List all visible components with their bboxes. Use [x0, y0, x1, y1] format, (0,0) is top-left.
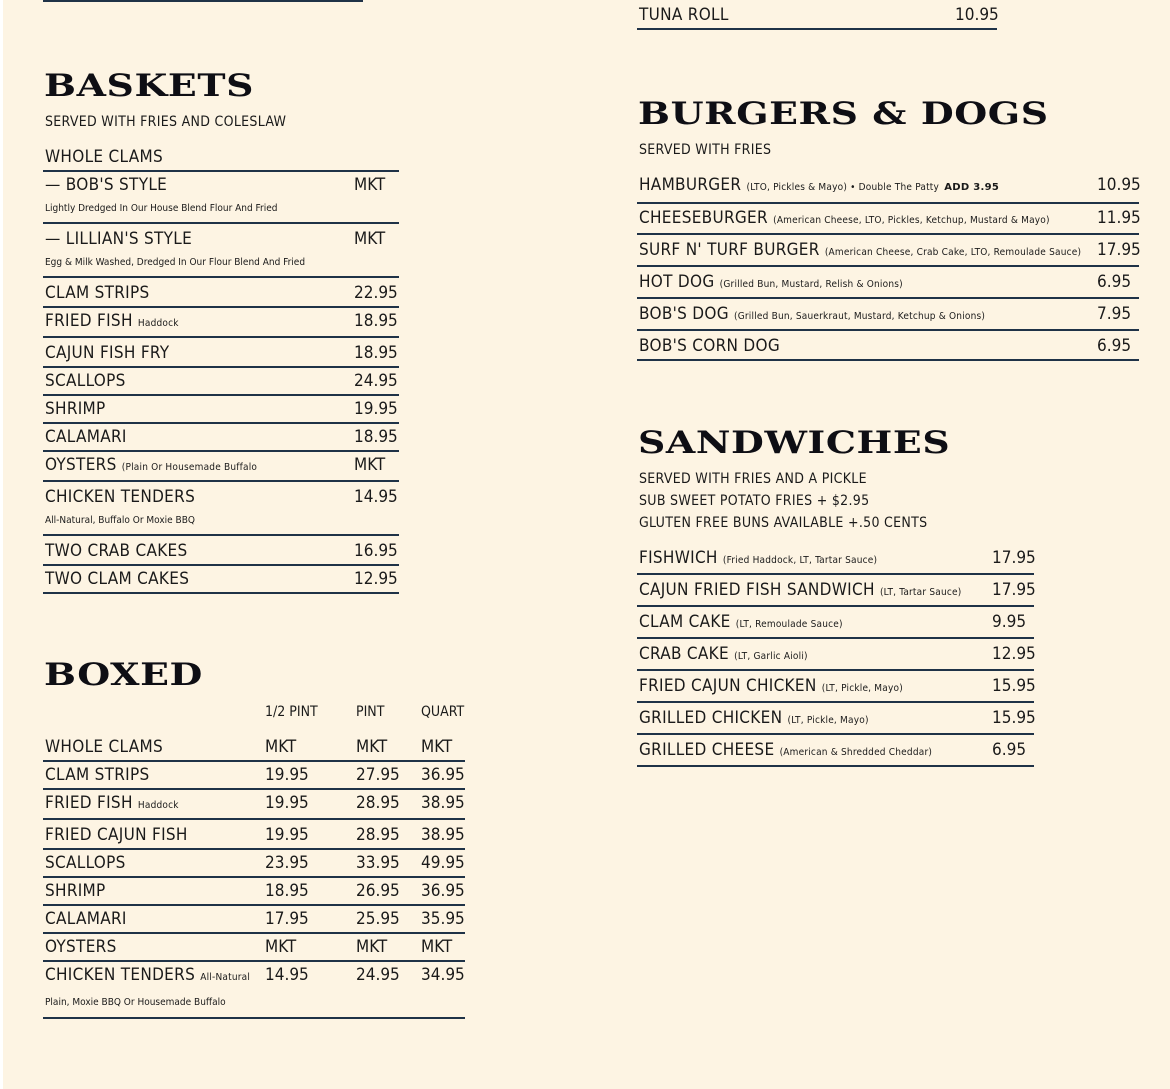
item-detail: Haddock	[137, 800, 179, 811]
menu-row	[637, 172, 1139, 204]
menu-row	[637, 269, 1139, 299]
item-name: — BOB'S STYLE	[45, 175, 168, 195]
item-price: MKT	[354, 455, 386, 475]
item-detail: (LT, Remoulade Sauce)	[735, 619, 843, 630]
top-left-rule	[43, 0, 363, 2]
menu-row	[637, 609, 1034, 639]
item-name-text: HAMBURGER	[639, 175, 742, 195]
price-pint: 24.95	[356, 965, 400, 985]
item-name: CALAMARI	[45, 909, 127, 929]
column-header-half-pint: 1/2 PINT	[265, 704, 318, 720]
price-quart: 38.95	[421, 825, 465, 845]
menu-row	[43, 566, 399, 594]
item-name: TUNA ROLL	[639, 5, 729, 25]
item-name: CHICKEN TENDERS	[45, 487, 196, 507]
item-name: TWO CLAM CAKES	[45, 569, 190, 589]
item-price: 7.95	[1097, 304, 1132, 324]
item-name	[639, 676, 903, 696]
item-name: TWO CRAB CAKES	[45, 541, 188, 561]
menu-row	[43, 878, 465, 906]
item-name	[639, 304, 985, 324]
item-name: SCALLOPS	[45, 853, 126, 873]
item-detail: (LT, Tartar Sauce)	[879, 587, 962, 598]
item-price: 17.95	[1097, 240, 1141, 260]
item-name: OYSTERS	[45, 937, 117, 957]
item-detail: (American Cheese, LTO, Pickles, Ketchup, Mustard & Mayo)	[773, 215, 1050, 226]
item-name: BOB'S CORN DOG	[639, 336, 780, 356]
item-name-text: CHEESEBURGER	[639, 208, 768, 228]
item-description: All-Natural, Buffalo Or Moxie BBQ	[45, 515, 195, 526]
item-price: 6.95	[992, 740, 1027, 760]
menu-row	[43, 962, 465, 1019]
menu-row	[637, 301, 1139, 331]
menu-row	[637, 545, 1034, 575]
sandwiches-subtitle-3: GLUTEN FREE BUNS AVAILABLE +.50 CENTS	[639, 515, 928, 531]
price-half-pint: 18.95	[265, 881, 309, 901]
menu-row	[43, 934, 465, 962]
menu-row	[637, 673, 1034, 703]
item-detail: (Grilled Bun, Sauerkraut, Mustard, Ketchup & Onions)	[734, 311, 986, 322]
menu-row	[637, 237, 1139, 267]
item-name-text: CAJUN FRIED FISH SANDWICH	[639, 580, 875, 600]
price-pint: 27.95	[356, 765, 400, 785]
price-half-pint: 19.95	[265, 793, 309, 813]
menu-row	[43, 538, 399, 566]
item-name-text: SURF N' TURF BURGER	[639, 240, 820, 260]
menu-row	[637, 737, 1034, 767]
item-detail: Haddock	[137, 318, 179, 329]
price-quart: MKT	[421, 937, 453, 957]
item-description: Lightly Dredged In Our House Blend Flour And Fried	[45, 203, 278, 214]
price-half-pint: 14.95	[265, 965, 309, 985]
item-price: 18.95	[354, 427, 398, 447]
item-price: 9.95	[992, 612, 1027, 632]
item-price: 6.95	[1097, 336, 1132, 356]
menu-row	[43, 368, 399, 396]
burgers-subtitle: SERVED WITH FRIES	[639, 142, 772, 158]
item-detail: All-Natural	[200, 972, 251, 983]
item-price: 15.95	[992, 676, 1036, 696]
price-half-pint: 23.95	[265, 853, 309, 873]
item-name: CLAM STRIPS	[45, 765, 150, 785]
menu-row	[43, 452, 399, 482]
item-price: MKT	[354, 229, 386, 249]
item-name	[639, 272, 903, 292]
item-name-text: FISHWICH	[639, 548, 718, 568]
item-detail: (Plain Or Housemade Buffalo	[121, 462, 258, 473]
price-pint: 33.95	[356, 853, 400, 873]
sandwiches-subtitle-1: SERVED WITH FRIES AND A PICKLE	[639, 471, 867, 487]
item-name	[639, 708, 869, 728]
item-name: CALAMARI	[45, 427, 127, 447]
menu-row	[43, 484, 399, 536]
price-half-pint: 19.95	[265, 765, 309, 785]
item-name-text: OYSTERS	[45, 455, 117, 475]
item-name	[639, 580, 961, 600]
item-price: 6.95	[1097, 272, 1132, 292]
menu-row	[43, 424, 399, 452]
item-name	[45, 311, 179, 331]
item-name	[639, 644, 808, 664]
item-name	[639, 548, 877, 568]
menu-row	[43, 396, 399, 424]
item-detail: (LT, Pickle, Mayo)	[787, 715, 869, 726]
item-description: Egg & Milk Washed, Dredged In Our Flour Blend And Fried	[45, 257, 306, 268]
item-name: CLAM STRIPS	[45, 283, 150, 303]
item-price: MKT	[354, 175, 386, 195]
price-quart: 35.95	[421, 909, 465, 929]
price-half-pint: MKT	[265, 937, 297, 957]
column-header-pint: PINT	[356, 704, 385, 720]
item-price: 12.95	[354, 569, 398, 589]
item-price: 15.95	[992, 708, 1036, 728]
menu-row	[43, 850, 465, 878]
item-detail: (LT, Garlic Aioli)	[734, 651, 808, 662]
menu-row	[43, 172, 399, 224]
item-extra: ADD 3.95	[944, 182, 1000, 193]
price-pint: MKT	[356, 937, 388, 957]
price-half-pint: MKT	[265, 737, 297, 757]
item-price: 24.95	[354, 371, 398, 391]
baskets-subtitle: SERVED WITH FRIES AND COLESLAW	[45, 114, 287, 130]
item-detail: (American Cheese, Crab Cake, LTO, Remoulade Sauce)	[824, 247, 1082, 258]
item-name-text: BOB'S DOG	[639, 304, 729, 324]
menu-row	[637, 641, 1034, 671]
item-detail: (Fried Haddock, LT, Tartar Sauce)	[722, 555, 878, 566]
price-half-pint: 19.95	[265, 825, 309, 845]
item-name-text: GRILLED CHICKEN	[639, 708, 783, 728]
price-quart: 38.95	[421, 793, 465, 813]
menu-row	[43, 280, 399, 308]
item-name: — LILLIAN'S STYLE	[45, 229, 193, 249]
item-detail: (LT, Pickle, Mayo)	[821, 683, 903, 694]
section-title-baskets: BASKETS	[44, 68, 255, 104]
section-title-sandwiches: SANDWICHES	[638, 425, 951, 461]
price-pint: 28.95	[356, 793, 400, 813]
item-name-text: CLAM CAKE	[639, 612, 731, 632]
item-name: WHOLE CLAMS	[45, 147, 163, 167]
item-name: SCALLOPS	[45, 371, 126, 391]
menu-row	[43, 734, 465, 762]
item-name: FRIED CAJUN FISH	[45, 825, 188, 845]
price-pint: MKT	[356, 737, 388, 757]
menu-row-whole-clams	[43, 144, 399, 172]
sandwiches-subtitle-2: SUB SWEET POTATO FRIES + $2.95	[639, 493, 870, 509]
price-pint: 26.95	[356, 881, 400, 901]
item-name-text: CHICKEN TENDERS	[45, 965, 196, 985]
item-detail: (American & Shredded Cheddar)	[779, 747, 933, 758]
menu-row	[43, 308, 399, 338]
item-name-text: HOT DOG	[639, 272, 715, 292]
menu-row	[43, 226, 399, 278]
menu-row	[43, 340, 399, 368]
item-name-text: FRIED FISH	[45, 311, 133, 331]
section-title-boxed: BOXED	[44, 657, 203, 693]
item-price: 10.95	[955, 5, 999, 25]
item-price: 12.95	[992, 644, 1036, 664]
item-description: Plain, Moxie BBQ Or Housemade Buffalo	[45, 997, 226, 1008]
item-name-text: FRIED CAJUN CHICKEN	[639, 676, 817, 696]
menu-row	[43, 822, 465, 850]
item-name	[639, 240, 1081, 260]
price-quart: 36.95	[421, 765, 465, 785]
item-price: 10.95	[1097, 175, 1141, 195]
menu-row	[43, 906, 465, 934]
item-price: 19.95	[354, 399, 398, 419]
item-price: 16.95	[354, 541, 398, 561]
menu-row	[637, 333, 1139, 361]
column-header-quart: QUART	[421, 704, 465, 720]
menu-row	[637, 705, 1034, 735]
item-name	[45, 965, 250, 985]
item-name-text: FRIED FISH	[45, 793, 133, 813]
item-price: 14.95	[354, 487, 398, 507]
item-detail: (LTO, Pickles & Mayo) • Double The Patty	[746, 182, 940, 193]
menu-row	[637, 577, 1034, 607]
item-name	[639, 208, 1050, 228]
menu-row-tuna-roll	[637, 0, 997, 30]
menu-row	[43, 762, 465, 790]
price-pint: 25.95	[356, 909, 400, 929]
item-price: 22.95	[354, 283, 398, 303]
item-name: SHRIMP	[45, 399, 106, 419]
price-quart: MKT	[421, 737, 453, 757]
item-name	[639, 740, 932, 760]
item-detail: (Grilled Bun, Mustard, Relish & Onions)	[719, 279, 903, 290]
item-name: SHRIMP	[45, 881, 106, 901]
price-quart: 36.95	[421, 881, 465, 901]
price-quart: 49.95	[421, 853, 465, 873]
price-quart: 34.95	[421, 965, 465, 985]
item-name	[45, 793, 179, 813]
item-name: CAJUN FISH FRY	[45, 343, 170, 363]
item-name-text: GRILLED CHEESE	[639, 740, 775, 760]
item-name-text: CRAB CAKE	[639, 644, 729, 664]
section-title-burgers: BURGERS & DOGS	[638, 96, 1049, 132]
price-half-pint: 17.95	[265, 909, 309, 929]
item-price: 11.95	[1097, 208, 1141, 228]
menu-row	[637, 205, 1139, 235]
item-price: 18.95	[354, 343, 398, 363]
item-price: 17.95	[992, 548, 1036, 568]
item-name	[639, 612, 843, 632]
item-price: 17.95	[992, 580, 1036, 600]
item-name	[45, 455, 257, 475]
item-price: 18.95	[354, 311, 398, 331]
price-pint: 28.95	[356, 825, 400, 845]
item-name: WHOLE CLAMS	[45, 737, 163, 757]
item-name	[639, 175, 999, 195]
menu-row	[43, 790, 465, 820]
